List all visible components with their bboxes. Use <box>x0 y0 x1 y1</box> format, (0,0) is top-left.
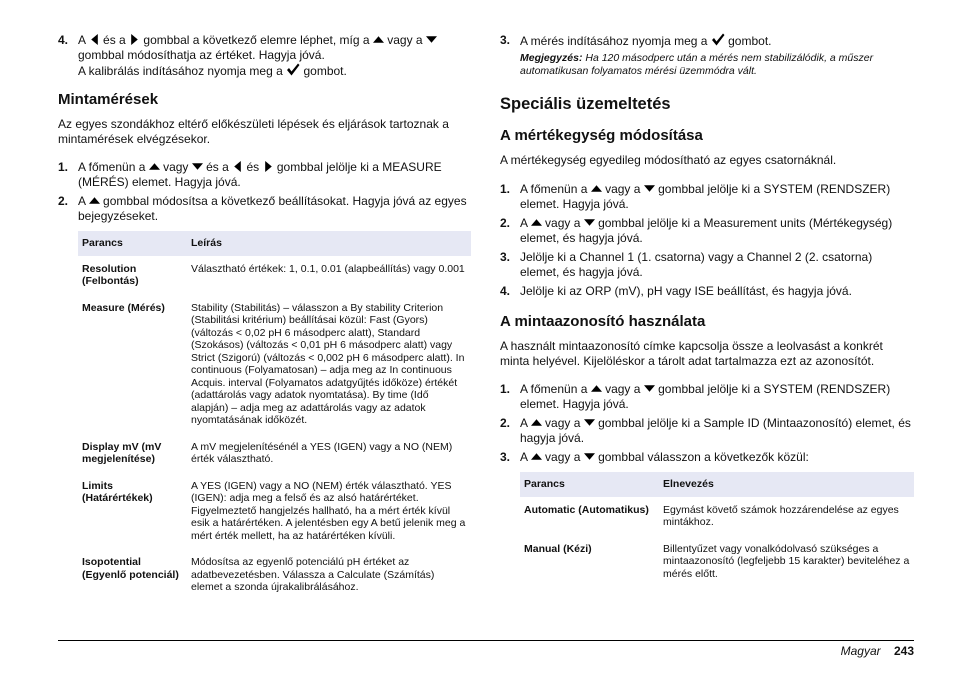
table-row: Display mV (mV megjelenítése) A mV megjelenítésénél a YES (IGEN) vagy a NO (NEM) érték választható. <box>78 433 471 472</box>
note: Megjegyzés: Ha 120 másodperc után a mérés nem stabilizálódik, a műszer automatikusan folyamatos mérési üzemmódra vált. <box>520 52 874 77</box>
table-row: Automatic (Automatikus) Egymást követő számok hozzárendelése az egyes mintákhoz. <box>520 497 914 536</box>
down-arrow-icon <box>426 34 437 45</box>
up-arrow-icon <box>531 417 542 428</box>
up-arrow-icon <box>591 183 602 194</box>
table-row: Resolution (Felbontás) Választható értékek: 1, 0.1, 0.01 (alapbeállítás) vagy 0.001 <box>78 256 471 295</box>
section-title-unit: A mértékegység módosítása <box>500 127 703 144</box>
sample-intro: A használt mintaazonosító címke kapcsolja össze a leolvasást a konkrét minta helyével. Kijelöléskor a tárolt adat tartalmazza ezt az azonosítót. <box>500 339 883 368</box>
up-arrow-icon <box>89 195 100 206</box>
left-arrow-icon <box>232 161 243 172</box>
sample-step-3: 3. A vagy a gombbal válasszon a következők közül: <box>500 450 809 464</box>
page-number: 243 <box>893 644 914 658</box>
sample-step-2: 2. A vagy a gombbal jelölje ki a Sample ID (Mintaazonosító) elemet, és hagyja jóvá. <box>500 416 911 445</box>
up-arrow-icon <box>531 217 542 228</box>
down-arrow-icon <box>584 451 595 462</box>
right-arrow-icon <box>129 34 140 45</box>
unit-intro: A mértékegység egyedileg módosítható az egyes csatornáknál. <box>500 153 837 167</box>
section-title-special: Speciális üzemeltetés <box>500 95 671 113</box>
section-title-mintameresek: Mintamérések <box>58 91 159 108</box>
down-arrow-icon <box>584 417 595 428</box>
sample-id-table <box>520 472 914 587</box>
table-row: Limits (Határértékek) A YES (IGEN) vagy a NO (NEM) érték választható. YES (IGEN): adja meg a felső és az alsó határértéket. Figyelmeztető hangjelzés hallható, ha a mért érték kívül esik a határértéken. A jelentésben egy A betű jelenik meg a mért érték mellett, ha az határértéken kívüli. <box>78 472 471 549</box>
check-icon <box>711 33 725 47</box>
table-row: Measure (Mérés) Stability (Stabilitás) – válasszon a By stability Criterion (Stabilitási kritérium) beállításai közül: Fast (Gyors) (változás < 0,02 pH 6 másodperc alatt), Standard (Szokásos) (változás < 0,01 pH 6 másodperc alatt) vagy Strict (Szigorú) (változás < 0,002 pH 6 másodperc alatt). In continuous (Folyamatosan) – adja meg az In continuous Acquis. interval (Folyamatos adatgyűjtés időköze) értékét (adattárolás vagy adatok nyomtatása). By time (Idő alapján) – adja meg az adattárolás vagy az adatok nyomtatásának időközét. <box>78 294 471 433</box>
mintameresek-intro: Az egyes szondákhoz eltérő előkészületi lépések és eljárások tartoznak a mintamérések elvégzésekor. <box>58 117 449 146</box>
table-row: Isopotential (Egyenlő potenciál) Módosítsa az egyenlő potenciálú pH értéket az adatbevezetésben. Válassza a Calculate (Számítás) elemet a szonda újrakalibrálásához. <box>78 549 471 601</box>
footer-language: Magyar <box>840 644 881 658</box>
sample-step-1: 1. A főmenün a vagy a gombbal jelölje ki a SYSTEM (RENDSZER) elemet. Hagyja jóvá. <box>500 382 891 411</box>
right-arrow-icon <box>263 161 274 172</box>
settings-table <box>78 231 471 601</box>
step-3: 3. A mérés indításához nyomja meg a gombot. <box>500 33 772 48</box>
down-arrow-icon <box>192 161 203 172</box>
down-arrow-icon <box>644 183 655 194</box>
step-number: 4. <box>58 33 69 47</box>
unit-step-3: 3. Jelölje ki a Channel 1 (1. csatorna) vagy a Channel 2 (2. csatorna) elemet, és hagyja jóvá. <box>500 250 873 279</box>
up-arrow-icon <box>591 383 602 394</box>
footer-divider <box>58 640 914 641</box>
step-2: 2. A gombbal módosítsa a következő beállításokat. Hagyja jóvá az egyes bejegyzéseket. <box>58 194 467 223</box>
unit-step-1: 1. A főmenün a vagy a gombbal jelölje ki a SYSTEM (RENDSZER) elemet. Hagyja jóvá. <box>500 182 891 211</box>
table-header: Parancs Elnevezés <box>520 472 914 497</box>
section-title-sample: A mintaazonosító használata <box>500 313 706 330</box>
footer <box>841 644 914 658</box>
unit-step-2: 2. A vagy a gombbal jelölje ki a Measurement units (Mértékegység) elemet, és hagyja jóvá. <box>500 216 893 245</box>
step-1: 1. A főmenün a vagy és a és gombbal jelölje ki a MEASURE (MÉRÉS) elemet. Hagyja jóvá. <box>58 160 442 189</box>
down-arrow-icon <box>644 383 655 394</box>
left-arrow-icon <box>89 34 100 45</box>
unit-step-4: 4. Jelölje ki az ORP (mV), pH vagy ISE beállítást, és hagyja jóvá. <box>500 284 852 298</box>
step-4: 4. A és a gombbal a következő elemre léphet, míg a vagy a gombbal módosíthatja az értéket. Hagyja jóvá. A kalibrálás indításához nyomja meg a gombot. <box>58 33 472 79</box>
up-arrow-icon <box>373 34 384 45</box>
down-arrow-icon <box>584 217 595 228</box>
up-arrow-icon <box>149 161 160 172</box>
table-row: Manual (Kézi) Billentyűzet vagy vonalkódolvasó szükséges a mintaazonosító (legfeljebb 15 karakter) beviteléhez a mérés előtt. <box>520 535 914 587</box>
check-icon <box>286 63 300 77</box>
table-header: Parancs Leírás <box>78 231 471 256</box>
up-arrow-icon <box>531 451 542 462</box>
